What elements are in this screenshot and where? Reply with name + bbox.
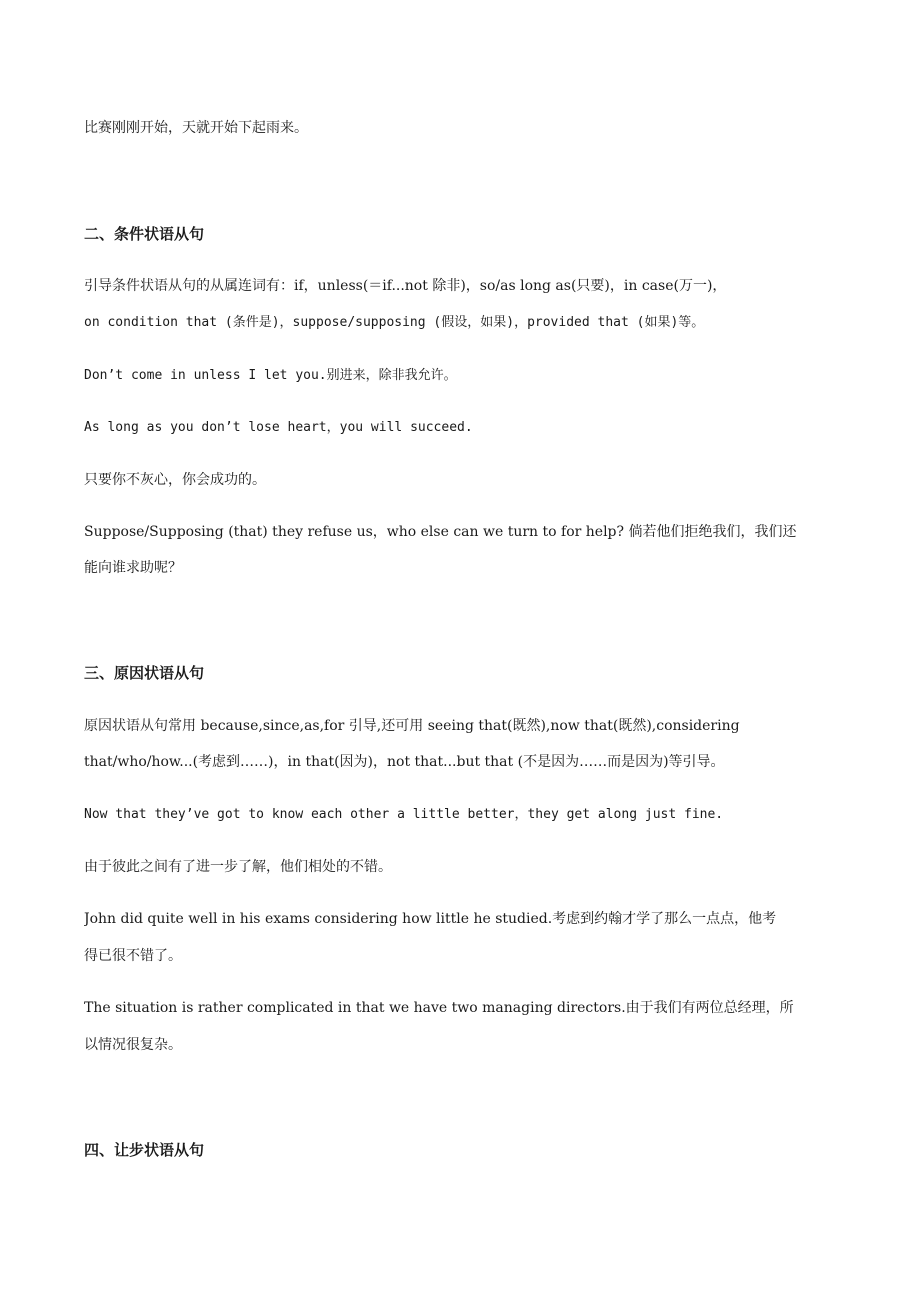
- section-2-example-2: As long as you don’t lose heart，you will succeed.: [84, 420, 473, 435]
- section-4-heading: 四、让步状语从句: [84, 1141, 205, 1159]
- section-2-description: 引导条件状语从句的从属连词有：if，unless(＝if...not 除非)，so/as long as(只要)，in case(万一)，: [84, 278, 727, 294]
- section-3-description: 原因状语从句常用 because,since,as,for 引导,还可用 seeing that(既然),now that(既然),considering: [84, 718, 740, 734]
- section-3-example-1-translation: 由于彼此之间有了进一步了解，他们相处的不错。: [84, 859, 392, 875]
- section-2-example-1: Don’t come in unless I let you.别进来，除非我允许。: [84, 368, 457, 383]
- section-2-example-3-cont: 能向谁求助呢？: [84, 560, 182, 576]
- section-2-description-cont: on condition that (条件是)，suppose/supposing (假设，如果)，provided that (如果)等。: [84, 315, 705, 330]
- section-3-example-3-cont: 以情况很复杂。: [84, 1037, 182, 1053]
- section-3-example-1: Now that they’ve got to know each other a little better，they get along just fine.: [84, 807, 724, 822]
- section-2-example-3: Suppose/Supposing (that) they refuse us，who else can we turn to for help? 倘若他们拒绝我们，我们还: [84, 524, 797, 540]
- intro-text: 比赛刚刚开始，天就开始下起雨来。: [84, 120, 308, 136]
- section-3-description-cont: that/who/how...(考虑到……)，in that(因为)，not that...but that (不是因为……而是因为)等引导。: [84, 754, 725, 770]
- section-2-example-2-translation: 只要你不灰心，你会成功的。: [84, 472, 266, 488]
- section-3-example-2: John did quite well in his exams considering how little he studied.考虑到约翰才学了那么一点点，他考: [84, 911, 777, 927]
- section-3-example-3: The situation is rather complicated in that we have two managing directors.由于我们有两位总经理，所: [84, 1000, 794, 1016]
- section-3-example-2-cont: 得已很不错了。: [84, 948, 182, 964]
- section-3-heading: 三、原因状语从句: [84, 664, 205, 682]
- section-2-heading: 二、条件状语从句: [84, 225, 205, 243]
